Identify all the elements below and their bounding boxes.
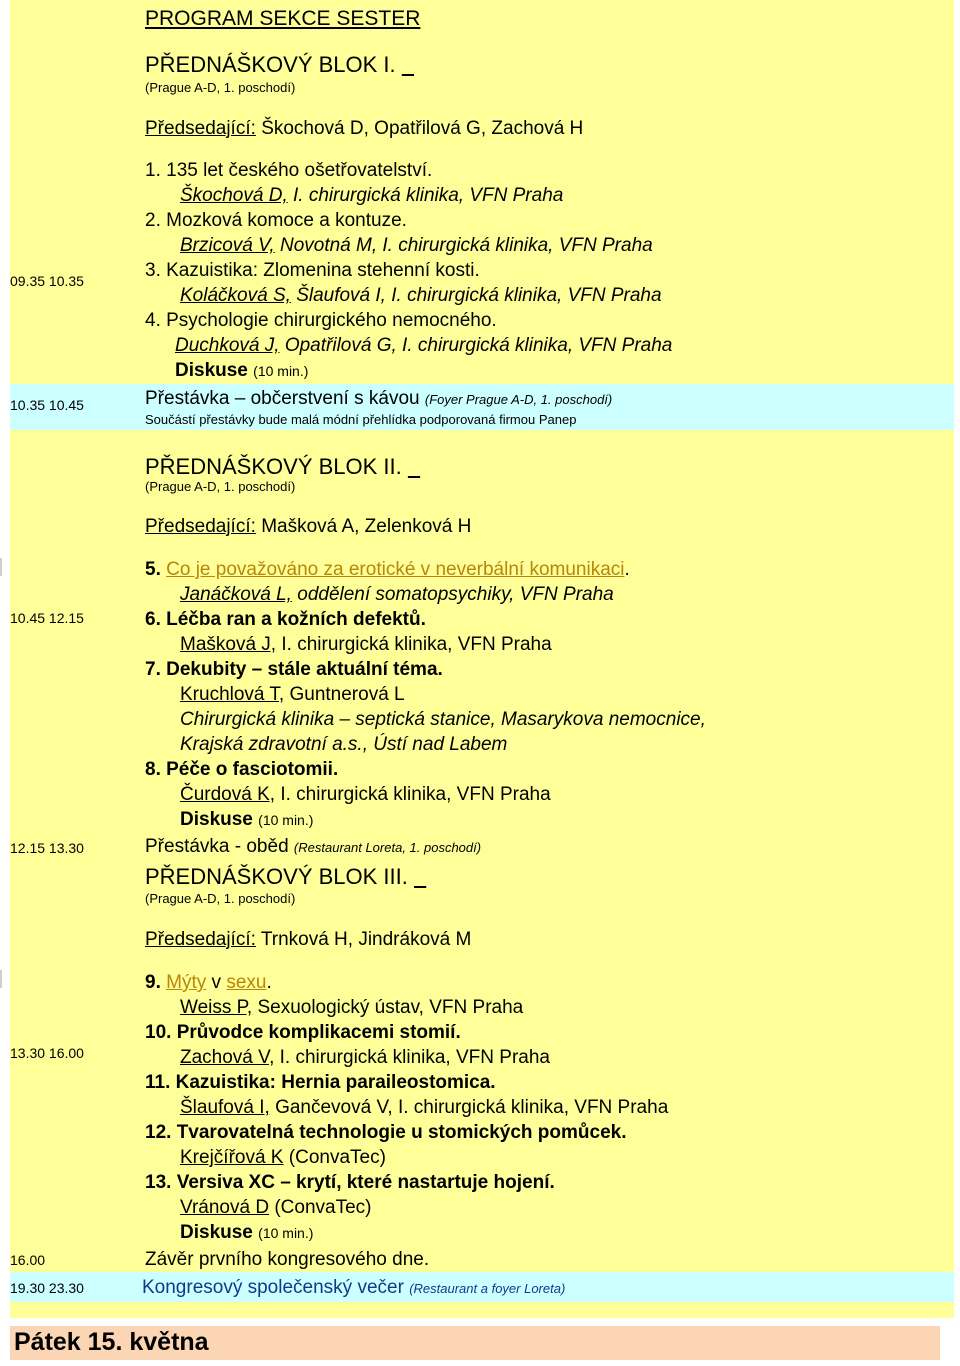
block-1-time: 09.35 10.35 (10, 273, 84, 289)
block-2-time: 10.45 12.15 (10, 610, 84, 626)
block-3-discussion: Diskuse (10 min.) (180, 1222, 314, 1243)
break-1-title: Přestávka – občerstvení s kávou (Foyer Prague A-D, 1. poschodí) (145, 388, 613, 409)
lecture-4-authors: Duchková J, Opatřilová G, I. chirurgická klinika, VFN Praha (175, 335, 673, 356)
lecture-12-authors: Krejčířová K (ConvaTec) (180, 1147, 386, 1168)
lecture-7-authors: Kruchlová T, Guntnerová L (180, 684, 405, 705)
block-1-discussion: Diskuse (10 min.) (175, 360, 309, 381)
block-2-title: PŘEDNÁŠKOVÝ BLOK II. (145, 454, 402, 479)
block-3-chairs: Předsedající: Trnková H, Jindráková M (145, 929, 472, 950)
lecture-10-title: 10. Průvodce komplikacemi stomií. (145, 1022, 461, 1043)
block-2-discussion: Diskuse (10 min.) (180, 809, 314, 830)
evening-time: 19.30 23.30 (10, 1280, 84, 1296)
lecture-7-title: 7. Dekubity – stále aktuální téma. (145, 659, 443, 680)
lecture-1-title: 1. 135 let českého ošetřovatelství. (145, 160, 433, 181)
lecture-4-title: 4. Psychologie chirurgického nemocného. (145, 310, 497, 331)
break-1-note: Součástí přestávky bude malá módní přehlídka podporovaná firmou Panep (145, 412, 577, 427)
lecture-13-title: 13. Versiva XC – krytí, které nastartuje hojení. (145, 1172, 555, 1193)
block-2-location: (Prague A-D, 1. poschodí) (145, 479, 296, 494)
friday-header: Pátek 15. května (14, 1328, 209, 1356)
block-3-title: PŘEDNÁŠKOVÝ BLOK III. (145, 864, 408, 889)
lecture-6-authors: Mašková J, I. chirurgická klinika, VFN Praha (180, 634, 552, 655)
margin-tick (0, 558, 2, 576)
block-1-chairs: Předsedající: Škochová D, Opatřilová G, Zachová H (145, 118, 584, 139)
margin-tick (0, 970, 2, 988)
lecture-6-title: 6. Léčba ran a kožních defektů. (145, 609, 426, 630)
lecture-5-authors: Janáčková L, oddělení somatopsychiky, VFN Praha (180, 584, 614, 605)
lecture-8-title: 8. Péče o fasciotomii. (145, 759, 339, 780)
evening-title: Kongresový společenský večer (Restaurant a foyer Loreta) (142, 1277, 566, 1298)
break-1-time: 10.35 10.45 (10, 397, 84, 413)
lecture-1-authors: Škochová D, I. chirurgická klinika, VFN Praha (180, 185, 564, 206)
block-1-location: (Prague A-D, 1. poschodí) (145, 80, 296, 95)
lecture-9-title: 9. Mýty v sexu. (145, 972, 272, 993)
lecture-9-authors: Weiss P, Sexuologický ústav, VFN Praha (180, 997, 524, 1018)
block-3-location: (Prague A-D, 1. poschodí) (145, 891, 296, 906)
lecture-2-title: 2. Mozková komoce a kontuze. (145, 210, 407, 231)
lunch-title: Přestávka - oběd (Restaurant Loreta, 1. poschodí) (145, 836, 482, 857)
closing-time: 16.00 (10, 1252, 46, 1268)
lecture-5-link[interactable]: Co je považováno za erotické v neverbální komunikaci (166, 559, 625, 580)
lecture-3-authors: Koláčková S, Šlaufová I, I. chirurgická klinika, VFN Praha (180, 285, 662, 306)
block-3-time: 13.30 16.00 (10, 1045, 84, 1061)
lecture-10-authors: Zachová V, I. chirurgická klinika, VFN Praha (180, 1047, 550, 1068)
lecture-5-title: 5. Co je považováno za erotické v neverbální komunikaci. (145, 559, 630, 580)
lecture-9-link-sexu[interactable]: sexu (226, 972, 267, 993)
closing-title: Závěr prvního kongresového dne. (145, 1249, 430, 1270)
block-2-chairs: Předsedající: Mašková A, Zelenková H (145, 516, 472, 537)
block-1-title: PŘEDNÁŠKOVÝ BLOK I. (145, 52, 396, 77)
lecture-3-title: 3. Kazuistika: Zlomenina stehenní kosti. (145, 260, 480, 281)
lecture-9-link-myty[interactable]: Mýty (166, 972, 207, 993)
lecture-13-authors: Vránová D (ConvaTec) (180, 1197, 372, 1218)
lunch-time: 12.15 13.30 (10, 840, 84, 856)
lecture-11-title: 11. Kazuistika: Hernia paraileostomica. (145, 1072, 496, 1093)
lecture-7-affiliation-2: Krajská zdravotní a.s., Ústí nad Labem (180, 734, 508, 755)
lecture-12-title: 12. Tvarovatelná technologie u stomických pomůcek. (145, 1122, 627, 1143)
lecture-2-authors: Brzicová V, Novotná M, I. chirurgická klinika, VFN Praha (180, 235, 653, 256)
lecture-7-affiliation-1: Chirurgická klinika – septická stanice, Masarykova nemocnice, (180, 709, 706, 730)
lecture-11-authors: Šlaufová I, Gančevová V, I. chirurgická klinika, VFN Praha (180, 1097, 669, 1118)
section-title: PROGRAM SEKCE SESTER (145, 7, 421, 30)
lecture-8-authors: Čurdová K, I. chirurgická klinika, VFN Praha (180, 784, 551, 805)
